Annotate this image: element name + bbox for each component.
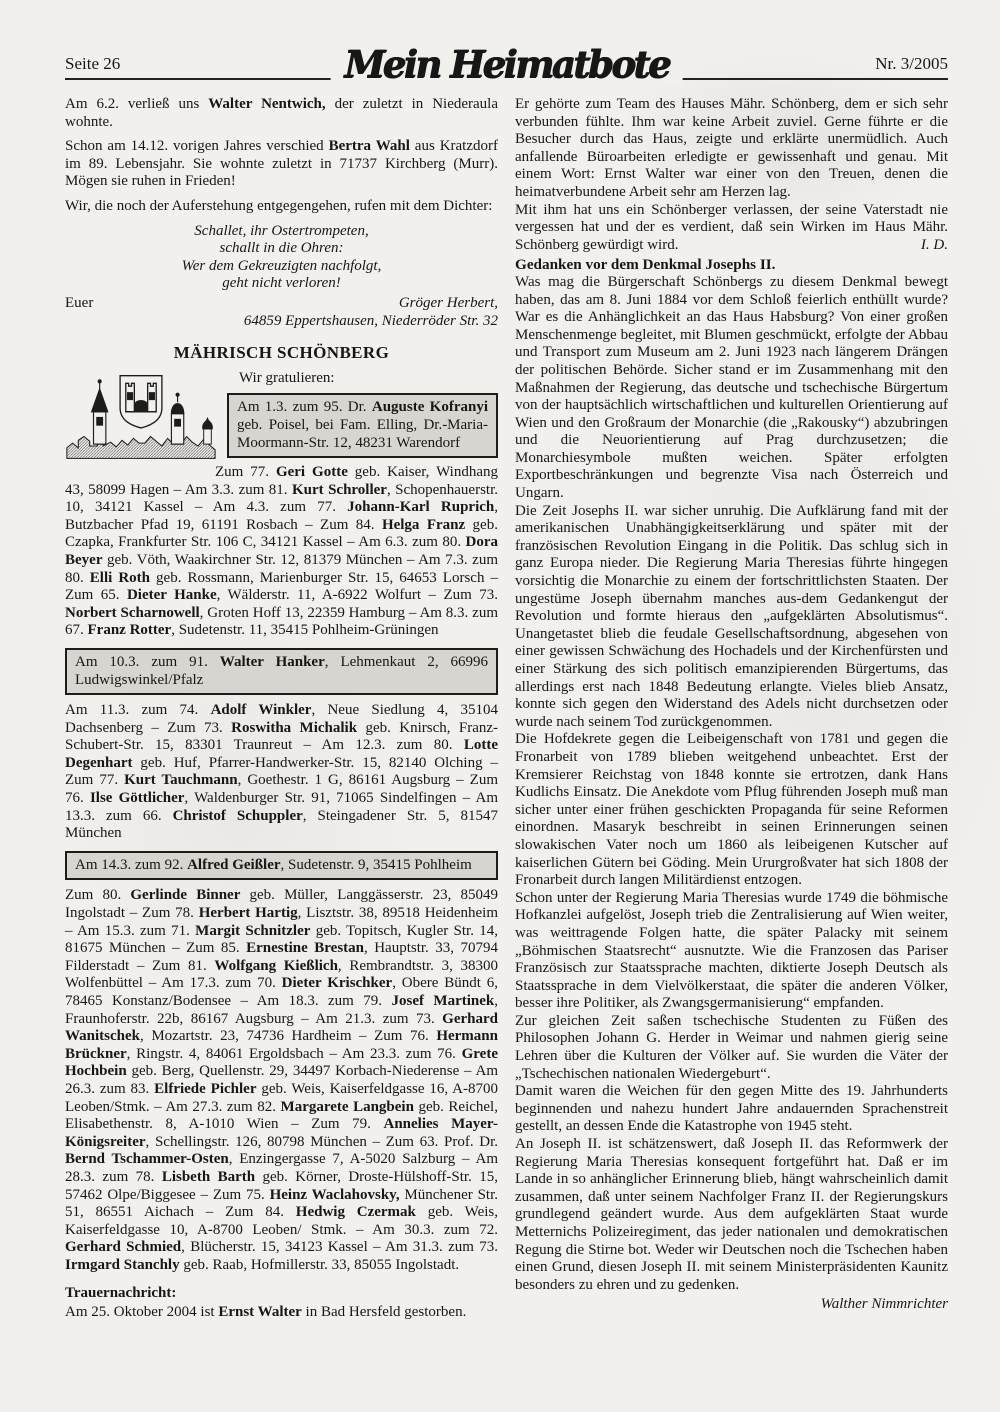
text-run: , Steingadener Str. 5, 81547 München <box>65 807 498 842</box>
paragraph <box>515 503 948 732</box>
signoff-author: Gröger Herbert, <box>398 294 498 311</box>
text-run: , Ringstr. 4, 84061 Ergoldsbach – Am 23.3. zum 76. <box>126 1045 462 1062</box>
obituary-continuation <box>515 96 948 254</box>
person-name: Gerhard Schmied <box>65 1239 182 1256</box>
paragraph <box>515 890 948 1013</box>
page-number-label: Seite 26 <box>65 54 121 73</box>
person-name: Christof Schuppler <box>172 807 303 824</box>
person-name: Ernestine Brestan <box>246 940 364 957</box>
text-run: , Butzbacher Pfad 19, 61191 Rosbach – Zum 84. <box>65 499 498 533</box>
text-run: Am 6.2. verließ uns <box>65 96 209 112</box>
text-run: geb. Knirsch, Franz-Schubert-Str. 15, 83301 Traunreut – Am 12.3. zum 80. <box>65 719 499 754</box>
person-name: Kurt Schroller <box>291 481 387 498</box>
text-run: Er gehörte zum Team des Hauses Mähr. Schönberg, dem er sich sehr verbunden fühlte. Ihm war keine Arbeit zuviel. Gerne führte er die Besucher durch das Haus, zeigte und erklärte unermüdlich. Auch anfallende Büroarbeiten erledigte er gewissenhaft und genau. Mit einem Wort: Ernst Walter war einer von den Treuen, denen die heimatverbundene Arbeit sehr am Herzen lag. <box>515 96 948 200</box>
person-name: Ilse Göttlicher <box>89 790 185 807</box>
text-run: , Obere Bündt 6, 78465 Konstanz/Bodensee – Am 18.3. zum 79. <box>65 975 498 1009</box>
text-run: geb. Weis, Kaiserfeldgasse 16, A-8700 Leoben/Stmk. – Am 27.3. zum 82. <box>65 1080 498 1115</box>
person-name: Roswitha Michalik <box>231 719 358 736</box>
paragraph <box>515 731 948 889</box>
text-run: geb. Weis, Kaiserfeldgasse 10, A-8700 Leoben/ Stmk. – Am 30.3. zum 72. <box>65 1204 498 1238</box>
text-run: , Blücherstr. 15, 34123 Kassel – Am 31.3. zum 73. <box>181 1239 498 1256</box>
person-name: Adolf Winkler <box>210 702 312 719</box>
paragraph <box>515 202 948 255</box>
person-name: Kurt Tauchmann <box>124 772 238 789</box>
highlight-box-hanker <box>65 648 498 695</box>
person-name: Dieter Hanke <box>126 587 217 604</box>
person-name: Margit Schnitzler <box>195 922 311 939</box>
person-name: Helga Franz <box>381 516 466 533</box>
highlight-box-geissler <box>65 851 498 881</box>
trauernachricht-heading: Trauernachricht: <box>65 1284 177 1301</box>
text-run: Die Zeit Josephs II. war sicher unruhig. Die Aufklärung fand mit der amerikanischen Unabhängigkeitserklärung und später mit der französischen Revolution Eingang in die Politik. Das schlug sich in ganz Europa nieder. Die Regierung Maria Theresias führte hingegen vorsichtig die Monarchie zu einem der fortschrittlichsten Staaten. Der ungestüme Joseph übernahm manches aus-dem Gedankengut der Revolution und formte hieraus den „aufgeklärten Absolutismus“. Unangetastet blieb die feudale Gesellschaftsordnung, abgesehen von einer gewissen Schwächung des Hochadels und der Kirchenfürsten und einer Stärkung des sich politisch emanzipierenden Bürgertums, das allerdings erst nach 1848 Bedeutung erlangte. Vieles blieb Ansatz, konnte sich gegen den Widerstand des Adels nicht durchsetzen oder wurde nach seinem Tod zurückgenommen. <box>515 502 948 730</box>
person-name: Grete Hochbein <box>65 1045 498 1080</box>
text-run: geb. Müller, Langgässerstr. 23, 85049 Ingolstadt – Zum 78. <box>65 887 498 922</box>
person-name: Hermann Brückner <box>65 1028 498 1062</box>
text-run: Damit waren die Weichen für den gegen Mitte des 19. Jahrhunderts beginnenden und nahezu hundert Jahre andauernden Sprachenstreit gestellt, an dessen Ende die Katastrophe von 1945 steht. <box>515 1083 948 1135</box>
person-name: Margarete Langbein <box>280 1098 414 1115</box>
obituary-paragraph <box>65 138 498 191</box>
signoff-euer: Euer <box>65 294 94 311</box>
poem-line: Wer dem Gekreuzigten nachfolgt, <box>181 257 382 274</box>
person-name: Geri Gotte <box>275 463 348 480</box>
essay-signature: Walther Nimmrichter <box>820 1296 948 1313</box>
right-church-tower <box>171 393 183 444</box>
rooftops-shape <box>67 434 215 458</box>
coat-of-arms-shield <box>120 375 162 427</box>
text-run: , Schellingstr. 126, 80798 München – Zum 63. Prof. Dr. <box>145 1133 498 1150</box>
text-run: , Groten Hoff 13, 22359 Hamburg – Am 8.3. zum 67. <box>65 604 498 639</box>
text-run: , Rembrandtstr. 3, 38300 Wolfenbüttel – Am 17.3. zum 70. <box>65 957 498 992</box>
right-column <box>515 96 948 1322</box>
text-run: , Hauptstr. 33, 70794 Filderstadt – Zum 81. <box>65 940 499 974</box>
person-name: Franz Rotter <box>87 622 172 639</box>
person-name: Irmgard Stanchly <box>65 1256 180 1273</box>
paragraph <box>515 1136 948 1294</box>
text-run: geb. Reichel, Elisabethenstr. 8, A-1010 Wien – Zum 79. <box>65 1098 498 1133</box>
text-run: Am 25. Oktober 2004 ist <box>65 1304 219 1321</box>
left-column <box>65 96 498 1322</box>
town-silhouette-image <box>65 370 217 460</box>
person-name: Bernd Tschammer-Osten <box>65 1151 229 1168</box>
congrats-right <box>227 370 498 458</box>
signoff-address: 64859 Eppertshausen, Niederröder Str. 32 <box>243 312 498 329</box>
signoff-row <box>65 295 498 313</box>
paragraph <box>515 1013 948 1083</box>
text-run: Zum 77. <box>215 463 276 480</box>
text-run: , Sudetenstr. 9, 35415 Pohlheim <box>280 856 472 873</box>
text-run: , Sudetenstr. 11, 35415 Pohlheim-Grüningen <box>171 622 439 639</box>
birthday-list <box>65 702 498 843</box>
paragraph <box>515 1083 948 1136</box>
essay-heading: Gedanken vor dem Denkmal Josephs II. <box>515 256 776 274</box>
person-name: Herbert Hartig <box>198 905 298 922</box>
highlight-box-kofranyi <box>227 393 498 458</box>
text-run: geb. Rossmann, Marienburger Str. 15, 64653 Lorsch – Zum 65. <box>65 569 499 604</box>
birthday-list <box>65 464 498 640</box>
text-run: geb. Berg, Quellenstr. 29, 34497 Korbach-Niederense – Am 26.3. zum 83. <box>65 1063 498 1097</box>
person-name: Norbert Scharnowell <box>65 604 200 621</box>
poem-line: schallt in die Ohren: <box>219 240 344 257</box>
congrats-header-row <box>65 370 498 460</box>
text-run: geb. Huf, Pfarrer-Handwerker-Str. 15, 82140 Olching – Zum 77. <box>65 754 498 789</box>
text-run: , Goethestr. 1 G, 86161 Augsburg – Zum 76. <box>65 772 498 807</box>
text-run: geb. Raab, Hofmillerstr. 33, 85055 Ingolstadt. <box>179 1256 460 1273</box>
person-name: Elfriede Pichler <box>154 1080 257 1097</box>
person-name: Auguste Kofranyi <box>371 399 489 416</box>
text-run: Münchener Str. 51, 86551 Aichach – Zum 84. <box>65 1186 499 1221</box>
person-name: Lisbeth Barth <box>161 1168 256 1185</box>
page-header <box>65 30 948 86</box>
onion-turret <box>203 417 213 444</box>
obituary-paragraph <box>65 96 498 131</box>
text-run: geb. Vöth, Waakirchner Str. 12, 81379 München – Am 7.3. zum 80. <box>65 551 498 586</box>
text-run: Schon am 14.12. vorigen Jahres verschied <box>65 138 329 155</box>
person-name: Heinz Waclahovsky, <box>269 1186 400 1203</box>
poem-line: geht nicht verloren! <box>222 275 341 292</box>
text-run: I. D. <box>920 236 948 253</box>
person-name: Gerhard Wanitschek <box>65 1010 498 1045</box>
person-name: Wolfgang Kießlich <box>214 957 338 974</box>
text-run: , Lisztstr. 38, 89518 Heidenheim – Am 15.3. zum 71. <box>65 905 499 939</box>
person-name: Walter Hanker <box>219 653 325 670</box>
left-church-tower <box>92 380 108 444</box>
person-name: Dora Beyer <box>65 534 498 568</box>
person-name: Alfred Geißler <box>187 856 281 873</box>
poem-line: Schallet, ihr Ostertrompeten, <box>194 222 369 239</box>
issue-number-label: Nr. 3/2005 <box>875 54 948 73</box>
two-column-body <box>65 96 948 1322</box>
birthday-list <box>65 887 498 1274</box>
obituary-paragraph <box>65 198 498 216</box>
poem <box>65 223 498 293</box>
person-name: Lotte Degenhart <box>65 737 498 771</box>
person-name: Annelies Mayer-Königsreiter <box>65 1116 498 1150</box>
person-name: Johann-Karl Ruprich <box>347 499 495 516</box>
text-run: der zuletzt in Niederaula wohnte. <box>65 96 499 130</box>
person-name: Gerlinde Binner <box>130 887 241 904</box>
paragraph <box>515 274 948 503</box>
text-run: , Wälderstr. 11, A-6922 Wolfurt – Zum 73. <box>216 587 498 604</box>
text-run: Am 1.3. zum 95. Dr. <box>237 399 372 416</box>
text-run: Am 14.3. zum 92. <box>75 856 188 873</box>
person-name: Dieter Krischker <box>281 975 393 992</box>
text-run: Am 11.3. zum 74. <box>65 702 211 719</box>
text-run: in Bad Hersfeld gestorben. <box>301 1304 467 1321</box>
text-run: geb. Körner, Droste-Hülshoff-Str. 15, 57462 Olpe/Biggesee – Zum 75. <box>65 1168 498 1203</box>
person-name: Walter Nentwich, <box>208 96 326 112</box>
text-run: , Fraunhoferstr. 22b, 86167 Augsburg – Am 21.3. zum 73. <box>65 993 499 1027</box>
text-run: Wir, die noch der Auferstehung entgegengehen, rufen mit dem Dichter: <box>65 197 493 214</box>
text-run: aus Kratzdorf im 89. Lebensjahr. Sie wohnte zuletzt in 71737 Kirchberg (Murr). Mögen sie ruhen in Frieden! <box>65 138 498 190</box>
text-run: geb. Topitsch, Kugler Str. 14, 81675 München – Zum 85. <box>65 922 498 957</box>
person-name: Bertra Wahl <box>328 138 410 155</box>
text-run: , Neue Siedlung 4, 35104 Dachsenberg – Zum 73. <box>65 702 498 736</box>
text-run: , Waldenburger Str. 91, 71065 Sindelfingen – Am 13.3. zum 66. <box>65 790 499 824</box>
section-title-maehrisch-schoenberg: MÄHRISCH SCHÖNBERG <box>173 343 390 363</box>
masthead-logo: Mein Heimatbote <box>330 42 683 86</box>
text-run: , Schopenhauerstr. 10, 34121 Kassel – Am 4.3. zum 77. <box>65 481 499 516</box>
person-name: Josef Martinek <box>391 993 495 1009</box>
text-run: Was mag die Bürgerschaft Schönbergs zu diesem Denkmal bewegt haben, das am 8. Juni 1884 vor dem Schloß feierlich enthüllt wurde? War es die Anhänglichkeit an das Haus Habsburg? Von einer großen Menschenmenge begleitet, mit Blumen geschmückt, erfolgte der Abbau und Transport zum Museum am 2. Juni 1923 nach längerem Drängen der politischen Behörde. Sicher stand er im Zusammenhang mit den Maßnahmen der Regierung, das deutsche und tschechische Bürgertum von der hauptsächlich wirtschaftlichen und kulturellen Orientierung auf Wien und den Großraum der Monarchie (die „Rakousky“) abzubringen und die Neuorientierung auf Prag durchzusetzen; die Monarchiesymbole mußten weichen. Später erfolgten Exportbeschränkungen und begrenzte Visa nach Österreich und Ungarn. <box>515 273 948 502</box>
text-run: Zum 80. <box>65 887 131 904</box>
text-run: Schon unter der Regierung Maria Theresias wurde 1749 die böhmische Hofkanzlei aufgelöst, Joseph trieb die Zentralisierung auf Wien weiter, was weittragende Folgen hatte, die später Palacky mit seinem „Böhmischen Staatsrecht“ ausnutzte. Wie die Franzosen das Pariser Französisch zur Staatssprache machten, diktierte Joseph Deutsch als Staatssprache in dem Vielvölkerstaat, die später die anderen Völker, besser ihre Politiker, als Zwangsgermanisierung“ empfanden. <box>515 889 948 1012</box>
text-run: , Lehmenkaut 2, 66996 Ludwigswinkel/Pfalz <box>75 653 489 688</box>
congrats-label: Wir gratulieren: <box>239 369 335 386</box>
text-run: Mit ihm hat uns ein Schönberger verlassen, der seine Vaterstadt nie vergessen hat und der es verdient, daß sein Wirken im Haus Mähr. Schönberg gewürdigt wird. <box>515 201 948 253</box>
trauernachricht-text <box>65 1304 498 1322</box>
essay-paragraphs <box>515 274 948 1294</box>
text-run: , Mozartstr. 23, 74736 Hardheim – Zum 76. <box>140 1028 437 1045</box>
text-run: An Joseph II. ist schätzenswert, daß Joseph II. das Reformwerk der Regierung Maria Theresias konsequent fortgeführt hat. Daß er im Lande in so anhänglicher Erinnerung blieb, hängt wahrscheinlich damit zusammen, daß unter seinem Nachfolger Franz II. der Regierungskurs grundlegend geändert wurde. Aus dem aufgeklärten Staat wurde Metternichs Polizeiregiment, das jeder nationalen und demokratischen Regung die Stirne bot. Weder wir Deutschen noch die Tschechen haben einen Grund, diesen Joseph II. mit seinem Ministerpräsidenten Kaunitz besonders zu ehren und zu gedenken. <box>515 1136 948 1293</box>
text-run: Die Hofdekrete gegen die Leibeigenschaft von 1781 und gegen die Fronarbeit von 1789 blieben weitgehend unbeachtet. Erst der Kremsierer Reichstag von 1848 konnte sie ertrotzen, dank Hans Kudlichs Einsatz. Die Anekdote vom Pflug führenden Joseph muß man sicher unter einer frühen geschickten Propaganda für seine Reformen einordnen. Masaryk beschreibt in seinen Erinnerungen seinen slowakischen Vater noch um 1860 als leibeigenen Kutscher auf kaiserlichen Gütern bei Göding. Mein Ururgroßvater hat sich 1808 der Fronarbeit durch langen Militärdienst entzogen. <box>515 731 948 889</box>
person-name: Hedwig Czermak <box>295 1204 416 1221</box>
paragraph <box>515 96 948 202</box>
person-name: Elli Roth <box>89 569 151 586</box>
text-run: geb. Poisel, bei Fam. Elling, Dr.-Maria-Moormann-Str. 12, 48231 Warendorf <box>237 416 488 451</box>
text-run: geb. Czapka, Frankfurter Str. 106 C, 34121 Kassel – Am 6.3. zum 80. <box>65 516 498 551</box>
text-run: , Enzingergasse 7, A-5020 Salzburg – Am 28.3. zum 78. <box>65 1151 498 1185</box>
text-run: geb. Kaiser, Windhang 43, 58099 Hagen – Am 3.3. zum 81. <box>65 463 498 498</box>
person-name: Ernst Walter <box>218 1304 302 1321</box>
text-run: Zur gleichen Zeit saßen tschechische Studenten zu Füßen des Philosophen Johann G. Herder in Weimar und nahmen gierig seine Lehren über die Kulturen der Völker auf. Sie wurden die Väter der „Tschechischen nationalen Wiedergeburt“. <box>515 1012 948 1082</box>
text-run: Am 10.3. zum 91. <box>75 653 220 670</box>
